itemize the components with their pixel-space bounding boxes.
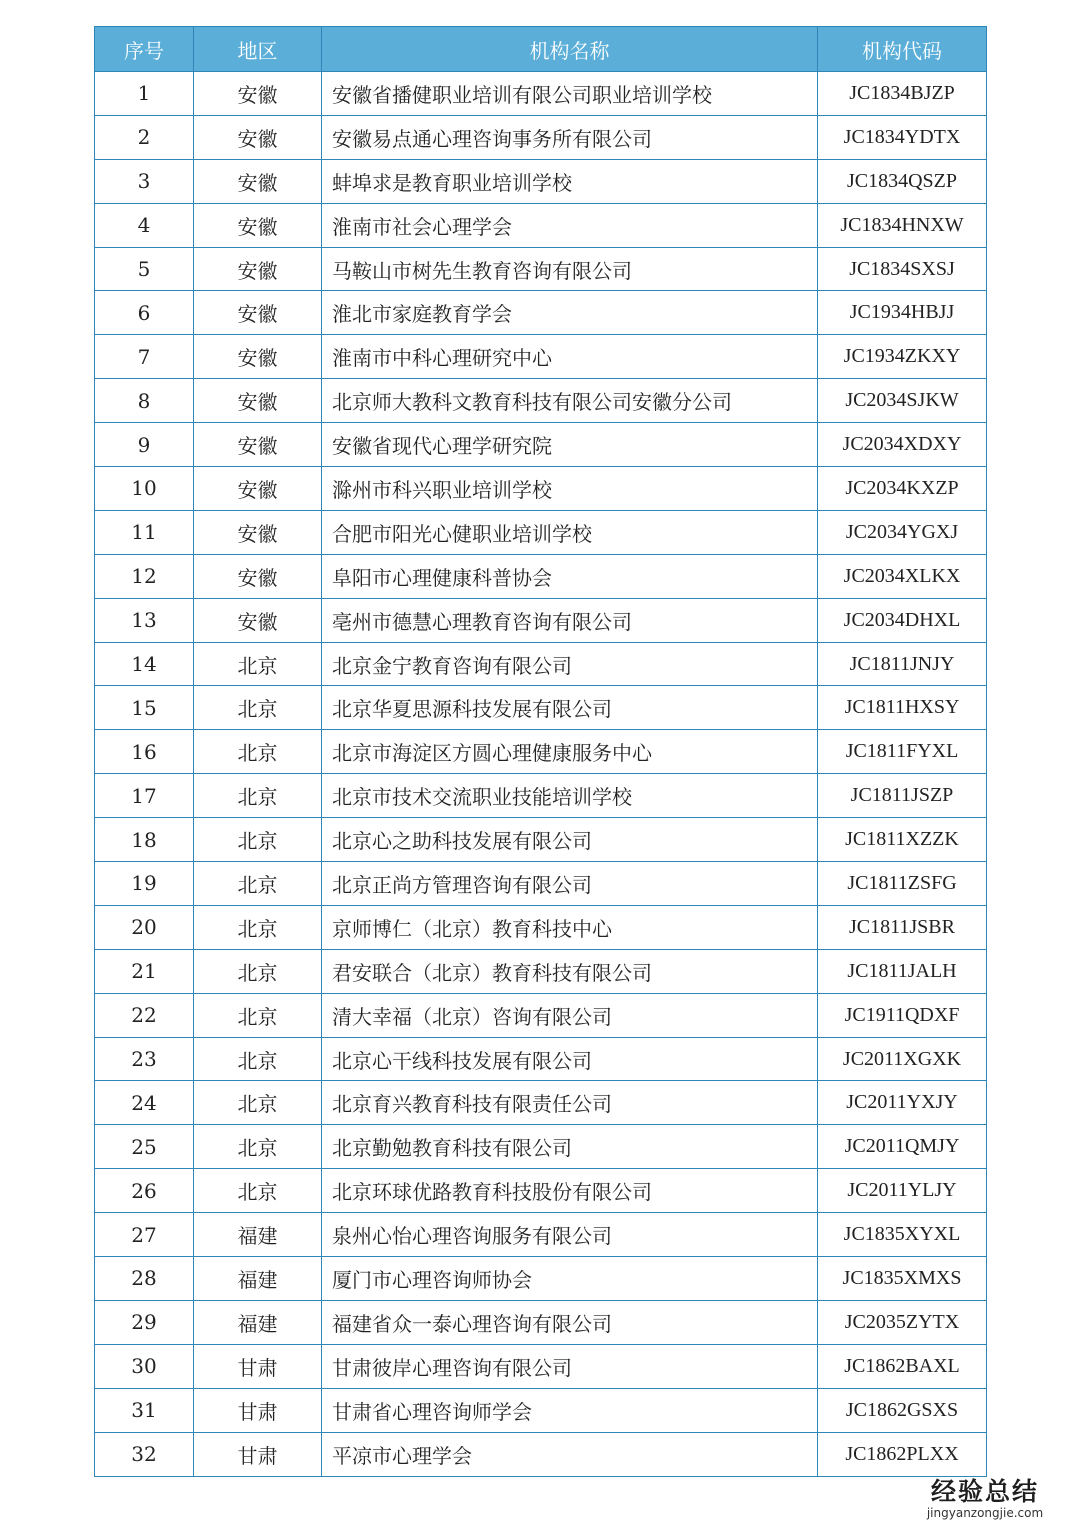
cell-institution-code: JC1834SXSJ (818, 247, 987, 291)
table-body (95, 72, 987, 1477)
watermark-logo (920, 1478, 1050, 1520)
cell-institution-name: 北京金宁教育咨询有限公司 (322, 642, 818, 686)
cell-serial-number: 7 (95, 335, 194, 379)
cell-serial-number: 22 (95, 993, 194, 1037)
cell-region: 安徽 (194, 423, 322, 467)
cell-region: 北京 (194, 1125, 322, 1169)
cell-institution-code: JC1835XYXL (818, 1213, 987, 1257)
table-row (95, 774, 987, 818)
watermark-main-text: 经验总结 (930, 1477, 1039, 1506)
table-row (95, 1388, 987, 1432)
cell-serial-number: 23 (95, 1037, 194, 1081)
cell-serial-number: 26 (95, 1169, 194, 1213)
cell-region: 福建 (194, 1300, 322, 1344)
cell-institution-name: 京师博仁（北京）教育科技中心 (322, 905, 818, 949)
header-region: 地区 (194, 27, 322, 72)
cell-serial-number: 11 (95, 510, 194, 554)
cell-institution-code: JC2034XDXY (818, 423, 987, 467)
cell-institution-code: JC2034SJKW (818, 379, 987, 423)
table-row (95, 862, 987, 906)
cell-institution-name: 福建省众一泰心理咨询有限公司 (322, 1300, 818, 1344)
table-row (95, 1257, 987, 1301)
cell-region: 北京 (194, 1037, 322, 1081)
cell-institution-name: 北京勤勉教育科技有限公司 (322, 1125, 818, 1169)
cell-institution-name: 北京市技术交流职业技能培训学校 (322, 774, 818, 818)
cell-institution-code: JC1834QSZP (818, 159, 987, 203)
table-row (95, 379, 987, 423)
cell-region: 北京 (194, 774, 322, 818)
cell-serial-number: 24 (95, 1081, 194, 1125)
cell-serial-number: 10 (95, 467, 194, 511)
cell-serial-number: 18 (95, 818, 194, 862)
cell-institution-name: 甘肃彼岸心理咨询有限公司 (322, 1344, 818, 1388)
cell-region: 安徽 (194, 159, 322, 203)
cell-serial-number: 21 (95, 949, 194, 993)
cell-serial-number: 9 (95, 423, 194, 467)
cell-region: 北京 (194, 862, 322, 906)
cell-institution-code: JC2034XLKX (818, 554, 987, 598)
cell-serial-number: 14 (95, 642, 194, 686)
table-row (95, 1300, 987, 1344)
table-row (95, 335, 987, 379)
cell-institution-name: 蚌埠求是教育职业培训学校 (322, 159, 818, 203)
cell-region: 北京 (194, 1169, 322, 1213)
cell-region: 安徽 (194, 335, 322, 379)
cell-institution-name: 安徽省播健职业培训有限公司职业培训学校 (322, 72, 818, 116)
cell-institution-name: 北京华夏思源科技发展有限公司 (322, 686, 818, 730)
cell-serial-number: 4 (95, 203, 194, 247)
cell-serial-number: 2 (95, 115, 194, 159)
cell-serial-number: 25 (95, 1125, 194, 1169)
cell-institution-code: JC2034YGXJ (818, 510, 987, 554)
table-row (95, 554, 987, 598)
institution-table-container (94, 26, 986, 1477)
table-row (95, 203, 987, 247)
table-row (95, 1344, 987, 1388)
table-row (95, 467, 987, 511)
table-row (95, 1081, 987, 1125)
cell-region: 北京 (194, 993, 322, 1037)
cell-serial-number: 17 (95, 774, 194, 818)
table-row (95, 818, 987, 862)
cell-institution-name: 平凉市心理学会 (322, 1432, 818, 1476)
cell-institution-name: 北京正尚方管理咨询有限公司 (322, 862, 818, 906)
cell-serial-number: 12 (95, 554, 194, 598)
cell-institution-name: 北京心干线科技发展有限公司 (322, 1037, 818, 1081)
cell-institution-name: 合肥市阳光心健职业培训学校 (322, 510, 818, 554)
watermark-url-text: jingyanzongjie.com (926, 1506, 1044, 1520)
cell-serial-number: 8 (95, 379, 194, 423)
cell-institution-name: 安徽省现代心理学研究院 (322, 423, 818, 467)
table-row (95, 1432, 987, 1476)
cell-institution-code: JC1834YDTX (818, 115, 987, 159)
cell-region: 福建 (194, 1257, 322, 1301)
cell-serial-number: 19 (95, 862, 194, 906)
table-row (95, 642, 987, 686)
cell-institution-code: JC1834HNXW (818, 203, 987, 247)
cell-institution-code: JC1934ZKXY (818, 335, 987, 379)
cell-institution-code: JC1811HXSY (818, 686, 987, 730)
cell-institution-name: 泉州心怡心理咨询服务有限公司 (322, 1213, 818, 1257)
table-row (95, 686, 987, 730)
cell-serial-number: 27 (95, 1213, 194, 1257)
cell-region: 甘肃 (194, 1388, 322, 1432)
cell-institution-name: 马鞍山市树先生教育咨询有限公司 (322, 247, 818, 291)
cell-institution-name: 君安联合（北京）教育科技有限公司 (322, 949, 818, 993)
cell-region: 安徽 (194, 379, 322, 423)
cell-institution-code: JC2011YLJY (818, 1169, 987, 1213)
cell-region: 安徽 (194, 203, 322, 247)
cell-institution-code: JC2034DHXL (818, 598, 987, 642)
cell-institution-code: JC1911QDXF (818, 993, 987, 1037)
cell-institution-code: JC1862PLXX (818, 1432, 987, 1476)
cell-serial-number: 28 (95, 1257, 194, 1301)
cell-institution-name: 北京育兴教育科技有限责任公司 (322, 1081, 818, 1125)
table-row (95, 598, 987, 642)
cell-institution-code: JC1811ZSFG (818, 862, 987, 906)
cell-region: 安徽 (194, 72, 322, 116)
cell-region: 甘肃 (194, 1432, 322, 1476)
table-row (95, 510, 987, 554)
cell-serial-number: 30 (95, 1344, 194, 1388)
cell-region: 甘肃 (194, 1344, 322, 1388)
cell-institution-code: JC1835XMXS (818, 1257, 987, 1301)
cell-institution-name: 北京市海淀区方圆心理健康服务中心 (322, 730, 818, 774)
table-row (95, 1213, 987, 1257)
cell-institution-name: 阜阳市心理健康科普协会 (322, 554, 818, 598)
cell-institution-name: 安徽易点通心理咨询事务所有限公司 (322, 115, 818, 159)
table-row (95, 291, 987, 335)
cell-region: 北京 (194, 642, 322, 686)
table-row (95, 247, 987, 291)
cell-region: 安徽 (194, 467, 322, 511)
table-row (95, 159, 987, 203)
cell-institution-name: 北京环球优路教育科技股份有限公司 (322, 1169, 818, 1213)
header-institution-name: 机构名称 (322, 27, 818, 72)
table-row (95, 72, 987, 116)
cell-region: 北京 (194, 949, 322, 993)
table-row (95, 993, 987, 1037)
cell-region: 安徽 (194, 247, 322, 291)
cell-institution-name: 甘肃省心理咨询师学会 (322, 1388, 818, 1432)
table-row (95, 1037, 987, 1081)
cell-institution-name: 淮南市社会心理学会 (322, 203, 818, 247)
table-row (95, 949, 987, 993)
cell-serial-number: 3 (95, 159, 194, 203)
cell-region: 安徽 (194, 115, 322, 159)
cell-institution-code: JC1811JSZP (818, 774, 987, 818)
cell-serial-number: 29 (95, 1300, 194, 1344)
cell-institution-name: 淮北市家庭教育学会 (322, 291, 818, 335)
cell-institution-code: JC2011QMJY (818, 1125, 987, 1169)
cell-institution-name: 滁州市科兴职业培训学校 (322, 467, 818, 511)
cell-institution-name: 北京师大教科文教育科技有限公司安徽分公司 (322, 379, 818, 423)
table-header-row (95, 27, 987, 72)
header-serial-number: 序号 (95, 27, 194, 72)
header-institution-code: 机构代码 (818, 27, 987, 72)
cell-institution-code: JC2035ZYTX (818, 1300, 987, 1344)
cell-serial-number: 16 (95, 730, 194, 774)
cell-region: 安徽 (194, 291, 322, 335)
cell-serial-number: 1 (95, 72, 194, 116)
cell-institution-name: 清大幸福（北京）咨询有限公司 (322, 993, 818, 1037)
cell-serial-number: 20 (95, 905, 194, 949)
cell-institution-name: 厦门市心理咨询师协会 (322, 1257, 818, 1301)
cell-region: 安徽 (194, 510, 322, 554)
cell-institution-code: JC1834BJZP (818, 72, 987, 116)
cell-institution-code: JC1811FYXL (818, 730, 987, 774)
cell-serial-number: 6 (95, 291, 194, 335)
table-row (95, 905, 987, 949)
cell-serial-number: 5 (95, 247, 194, 291)
cell-serial-number: 15 (95, 686, 194, 730)
cell-region: 安徽 (194, 598, 322, 642)
cell-region: 北京 (194, 730, 322, 774)
cell-institution-code: JC2011YXJY (818, 1081, 987, 1125)
cell-institution-code: JC1811JNJY (818, 642, 987, 686)
cell-institution-name: 亳州市德慧心理教育咨询有限公司 (322, 598, 818, 642)
cell-institution-code: JC1811XZZK (818, 818, 987, 862)
cell-institution-code: JC1862GSXS (818, 1388, 987, 1432)
table-row (95, 423, 987, 467)
cell-serial-number: 31 (95, 1388, 194, 1432)
table-row (95, 730, 987, 774)
cell-institution-code: JC1934HBJJ (818, 291, 987, 335)
cell-institution-code: JC1811JSBR (818, 905, 987, 949)
cell-serial-number: 13 (95, 598, 194, 642)
table-row (95, 1169, 987, 1213)
cell-institution-code: JC1862BAXL (818, 1344, 987, 1388)
table-row (95, 115, 987, 159)
cell-region: 北京 (194, 818, 322, 862)
cell-institution-name: 北京心之助科技发展有限公司 (322, 818, 818, 862)
cell-region: 安徽 (194, 554, 322, 598)
institution-table (94, 26, 987, 1477)
table-row (95, 1125, 987, 1169)
cell-institution-name: 淮南市中科心理研究中心 (322, 335, 818, 379)
cell-region: 福建 (194, 1213, 322, 1257)
cell-region: 北京 (194, 1081, 322, 1125)
cell-region: 北京 (194, 686, 322, 730)
cell-institution-code: JC2011XGXK (818, 1037, 987, 1081)
cell-region: 北京 (194, 905, 322, 949)
cell-institution-code: JC1811JALH (818, 949, 987, 993)
cell-serial-number: 32 (95, 1432, 194, 1476)
cell-institution-code: JC2034KXZP (818, 467, 987, 511)
